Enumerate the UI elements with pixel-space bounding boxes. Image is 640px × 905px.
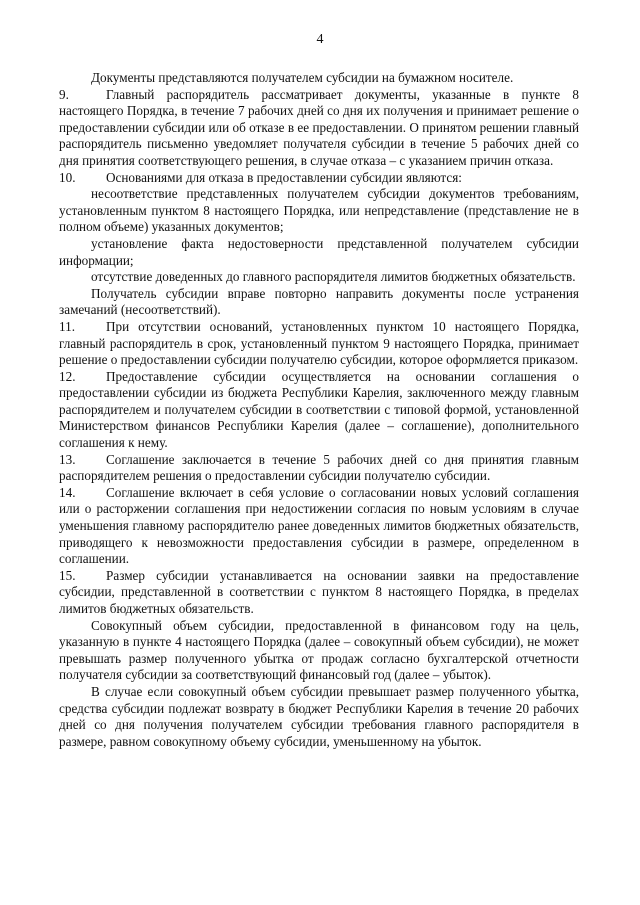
paragraph-13: 13. Соглашение заключается в течение 5 рабочих дней со дня принятия главным распорядителем решения о предоставлении субсидии получателю субсидии. <box>59 451 579 484</box>
paragraph-9: 9. Главный распорядитель рассматривает документы, указанные в пункте 8 настоящего Порядка, в течение 7 рабочих дней со дня их получения и принимает решение о предоставлении субсидии или об отказе в ее предоставлении. О принятом решении главный распорядитель письменно уведомляет получателя субсидии в течение 5 рабочих дней со дня принятия соответствующего решения, в случае отказа – с указанием причин отказа. <box>59 86 579 168</box>
paragraph: Совокупный объем субсидии, предоставленной в финансовом году на цель, указанную в пункте 4 настоящего Порядка (далее – совокупный объем субсидии), не может превышать размер полученного убытка от продаж согласно бухгалтерской отчетности получателя субсидии за соответствующий финансовый год (далее – убыток). <box>59 617 579 683</box>
page-number: 4 <box>316 32 324 47</box>
document-body <box>59 70 579 750</box>
paragraph-11: 11. При отсутствии оснований, установленных пунктом 10 настоящего Порядка, главный распорядитель в срок, установленный пунктом 9 настоящего Порядка, принимает решение о предоставлении субсидии получателю субсидии, которое оформляется приказом. <box>59 318 579 368</box>
paragraph-number: 13. <box>59 451 76 467</box>
paragraph-number: 9. <box>59 86 69 102</box>
paragraph-15: 15. Размер субсидии устанавливается на основании заявки на предоставление субсидии, представленной в соответствии с пунктом 8 настоящего Порядка, в пределах лимитов бюджетных обязательств. <box>59 567 579 616</box>
paragraph-10: 10. Основаниями для отказа в предоставлении субсидии являются: <box>59 169 462 185</box>
paragraph-number: 10. <box>59 169 76 185</box>
paragraph-12: 12. Предоставление субсидии осуществляется на основании соглашения о предоставлении субсидии из бюджета Республики Карелия, заключенного между главным распорядителем и получателем субсидии в соответствии с типовой формой, установленной Министерством финансов Республики Карелия (далее – соглашение), дополнительного соглашения к нему. <box>59 368 579 451</box>
paragraph: отсутствие доведенных до главного распорядителя лимитов бюджетных обязательств. <box>91 269 576 285</box>
paragraph: установление факта недостоверности представленной получателем субсидии информации; <box>59 235 579 268</box>
paragraph: В случае если совокупный объем субсидии превышает размер полученного убытка, средства субсидии подлежат возврату в бюджет Республики Карелия в течение 20 рабочих дней со дня получения получателем субсидии требования главного распорядителя в размере, равном совокупному объему субсидии, уменьшенному на убыток. <box>59 683 579 749</box>
paragraph: Получатель субсидии вправе повторно направить документы после устранения замечаний (несоответствий). <box>59 285 579 318</box>
paragraph-number: 12. <box>59 368 76 384</box>
paragraph-number: 14. <box>59 484 76 500</box>
paragraph: несоответствие представленных получателем субсидии документов требованиям, установленным пунктом 8 настоящего Порядка, или непредставление (представление не в полном объеме) указанных документов; <box>59 186 579 235</box>
paragraph-14: 14. Соглашение включает в себя условие о согласовании новых условий соглашения или о расторжении соглашения при недостижении согласия по новым условиям в случае уменьшения главному распорядителю ранее доведенных лимитов бюджетных обязательств, приводящего к невозможности предоставления субсидии в размере, определенном в соглашении. <box>59 484 579 567</box>
paragraph: Документы представляются получателем субсидии на бумажном носителе. <box>91 70 514 85</box>
paragraph-number: 11. <box>59 318 75 334</box>
paragraph-number: 15. <box>59 567 76 583</box>
